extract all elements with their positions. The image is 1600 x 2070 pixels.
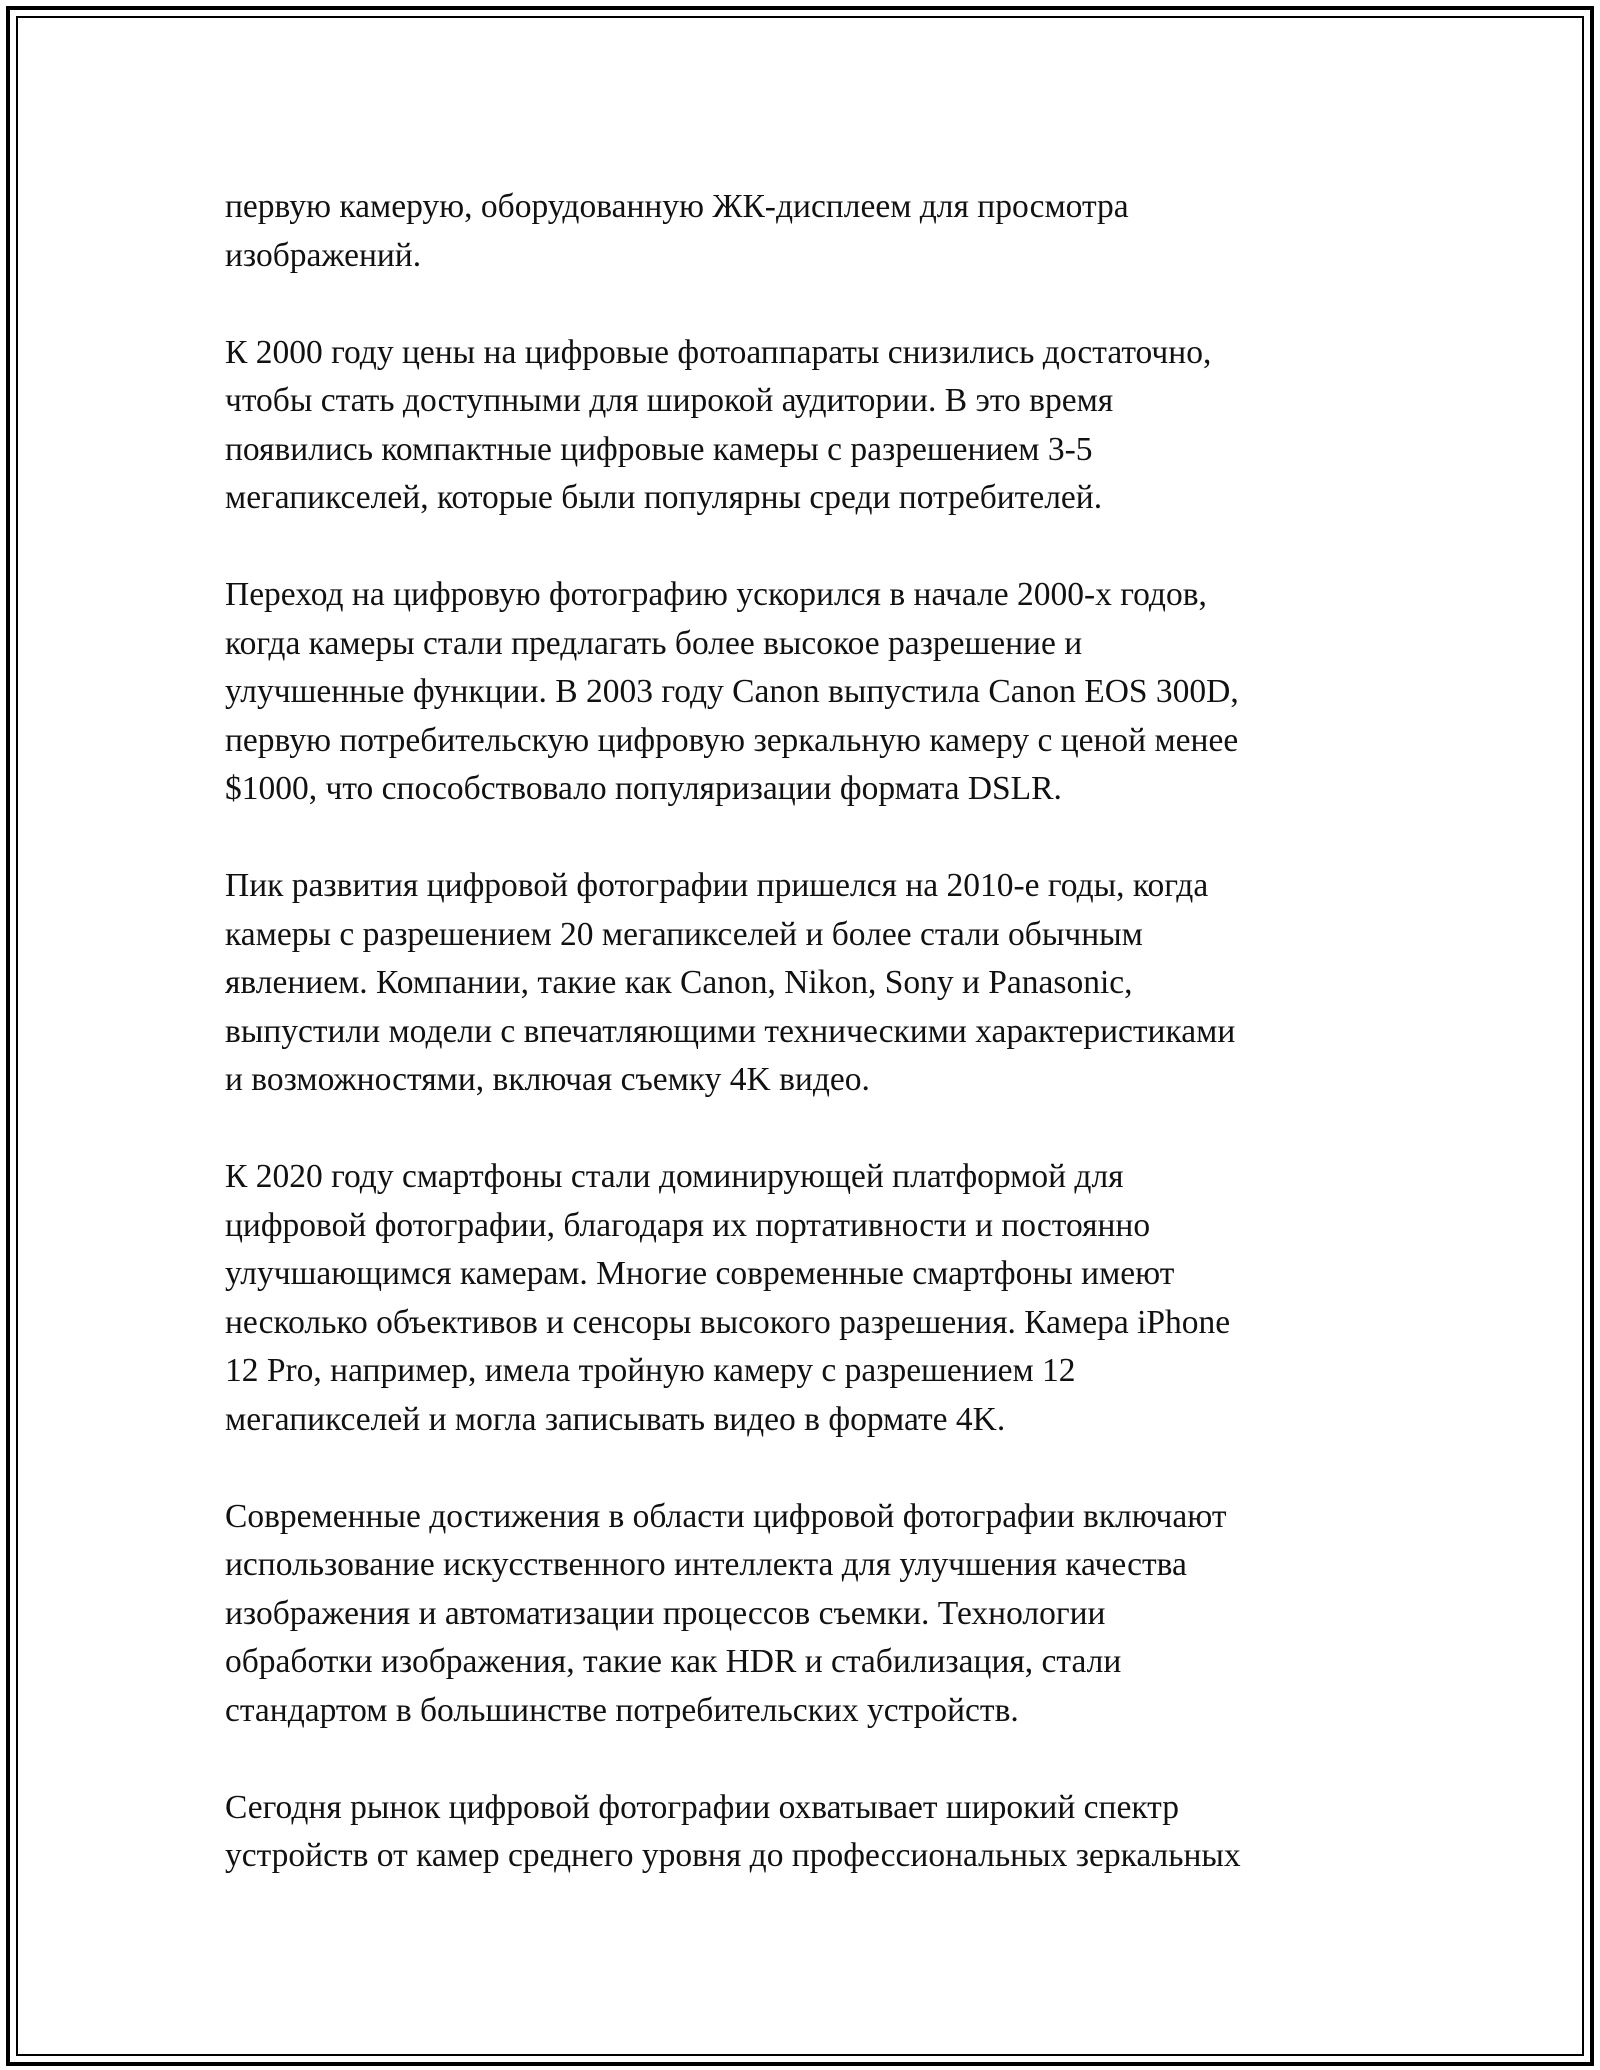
text-line: $1000, что способствовало популяризации формата DSLR.: [225, 770, 1062, 807]
paragraph: [225, 1493, 1385, 1736]
text-line: цифровой фотографии, благодаря их портативности и постоянно: [225, 1206, 1151, 1244]
text-line: когда камеры стали предлагать более высокое разрешение и: [225, 624, 1083, 662]
text-line: мегапикселей, которые были популярны среди потребителей.: [225, 479, 1103, 516]
text-line: 12 Pro, например, имела тройную камеру с разрешением 12: [225, 1352, 1076, 1389]
text-line: Сегодня рынок цифровой фотографии охватывает широкий спектр: [225, 1788, 1179, 1826]
text-line: устройств от камер среднего уровня до профессиональных зеркальных: [225, 1837, 1241, 1874]
text-line: выпустили модели с впечатляющими техническими характеристиками: [225, 1012, 1236, 1050]
text-line: улучшенные функции. В 2003 году Canon выпустила Canon EOS 300D,: [225, 673, 1239, 710]
paragraph: [225, 1153, 1385, 1444]
text-line: изображений.: [225, 236, 422, 274]
text-line: улучшающимся камерам. Многие современные смартфоны имеют: [225, 1255, 1175, 1292]
text-line: К 2000 году цены на цифровые фотоаппараты снизились достаточно,: [225, 333, 1212, 371]
paragraph: [225, 183, 1385, 280]
text-line: появились компактные цифровые камеры с разрешением 3-5: [225, 430, 1093, 468]
text-line: мегапикселей и могла записывать видео в формате 4K.: [225, 1400, 1006, 1438]
paragraph: [225, 862, 1385, 1105]
text-line: использование искусственного интеллекта для улучшения качества: [225, 1546, 1187, 1583]
text-line: несколько объективов и сенсоры высокого разрешения. Камера iPhone: [225, 1303, 1231, 1341]
text-line: Пик развития цифровой фотографии пришелся на 2010-е годы, когда: [225, 867, 1209, 904]
document-body: [225, 183, 1385, 1929]
text-line: стандартом в большинстве потребительских устройств.: [225, 1691, 1019, 1729]
text-line: изображения и автоматизации процессов съемки. Технологии: [225, 1594, 1106, 1632]
text-line: К 2020 году смартфоны стали доминирующей платформой для: [225, 1158, 1124, 1195]
text-line: камеры с разрешением 20 мегапикселей и более стали обычным: [225, 915, 1143, 953]
text-line: Переход на цифровую фотографию ускорился в начале 2000-х годов,: [225, 576, 1207, 613]
paragraph: [225, 1784, 1385, 1881]
text-line: чтобы стать доступными для широкой аудитории. В это время: [225, 382, 1114, 419]
text-line: и возможностями, включая съемку 4K видео.: [225, 1061, 870, 1098]
paragraph: [225, 329, 1385, 523]
text-line: явлением. Компании, такие как Canon, Nikon, Sony и Panasonic,: [225, 964, 1133, 1001]
text-line: первую потребительскую цифровую зеркальную камеру с ценой менее: [225, 721, 1239, 759]
text-line: первую камерую, оборудованную ЖК-дисплеем для просмотра: [225, 188, 1129, 225]
text-line: Современные достижения в области цифровой фотографии включают: [225, 1497, 1227, 1535]
text-line: обработки изображения, такие как HDR и стабилизация, стали: [225, 1643, 1122, 1680]
paragraph: [225, 571, 1385, 814]
